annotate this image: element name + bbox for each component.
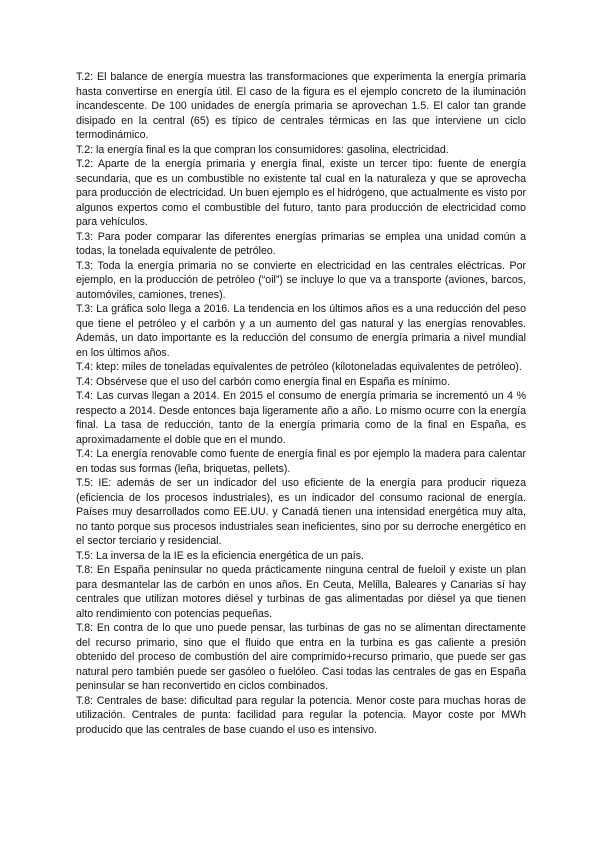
paragraph-t5-inverse: T.5: La inversa de la IE es la eficiencia energética de un país. <box>76 549 364 562</box>
paragraph-t4-curves: T.4: Las curvas llegan a 2014. En 2015 el consumo de energía primaria se incrementó un 4 % respecto a 2014. Desde entonces baja ligeramente año a año. Lo mismo ocurre con la energía final. La tasa de reducción, tanto de la energía primaria como de la final en España, es aproximadamente el doble que en el mundo. <box>76 390 526 446</box>
document-page <box>76 70 526 737</box>
paragraph-t2-secondary-energy: T.2: Aparte de la energía primaria y energía final, existe un tercer tipo: fuente de energía secundaria, que es un combustible no existente tal cual en la naturaleza y que se aprovecha para producción de electricidad. Un buen ejemplo es el hidrógeno, que actualmente es visto por algunos expertos como el combustible del futuro, tanto para producción de electricidad como para vehículos. <box>76 158 526 228</box>
paragraph-t8-gas-turbines: T.8: En contra de lo que uno puede pensar, las turbinas de gas no se alimentan directamente del recurso primario, sino que el fluido que entra en la turbina es gas caliente a presión obtenido del proceso de combustión del aire comprimido+recurso primario, que puede ser gas natural pero también puede ser gasóleo o fuelóleo. Casi todas las centrales de gas en España peninsular se han reconvertido en ciclos combinados. <box>76 622 526 692</box>
paragraph-t2-final-energy: T.2: la energía final es la que compran los consumidores: gasolina, electricidad. <box>76 143 449 156</box>
paragraph-t4-coal: T.4: Obsérvese que el uso del carbón como energía final en España es mínimo. <box>76 375 450 388</box>
paragraph-t3-oil-transport: T.3: Toda la energía primaria no se convierte en electricidad en las centrales eléctricas. Por ejemplo, en la producción de petróleo (“oil”) se incluye lo que va a transporte (aviones, barcos, automóviles, camiones, trenes). <box>76 259 526 301</box>
paragraph-t2-energy-balance: T.2: El balance de energía muestra las transformaciones que experimenta la energía primaria hasta convertirse en energía útil. El caso de la figura es el ejemplo concreto de la iluminación incandescente. De 100 unidades de energía primaria se aprovechan 1.5. El calor tan grande disipado en la central (65) es típico de centrales térmicas en las que interviene un ciclo termodinámico. <box>76 71 526 141</box>
paragraph-t8-base-peak: T.8: Centrales de base: dificultad para regular la potencia. Menor coste para muchas horas de utilización. Centrales de punta: facilidad para regular la potencia. Mayor coste por MWh producido que las centrales de base cuando el uso es intensivo. <box>76 694 526 736</box>
paragraph-t3-trend: T.3: La gráfica solo llega a 2016. La tendencia en los últimos años es a una reducción del peso que tiene el petróleo y el carbón y a un aumento del gas natural y las energías renovables. Además, un dato importante es la reducción del consumo de energía primaria a nivel mundial en los últimos años. <box>76 303 526 359</box>
paragraph-t5-ie: T.5: IE: además de ser un indicador del uso eficiente de la energía para producir riqueza (eficiencia de los procesos industriales), es un indicador del consumo racional de energía. Países muy desarrollados como EE.UU. y Canadá tienen una intensidad energética muy alta, no tanto porque sus procesos industriales sean ineficientes, sino por su derroche energético en el sector terciario y residencial. <box>76 477 526 547</box>
paragraph-t4-ktep: T.4: ktep: miles de toneladas equivalentes de petróleo (kilotoneladas equivalentes de petróleo). <box>76 361 522 373</box>
paragraph-t4-renewable: T.4: La energía renovable como fuente de energía final es por ejemplo la madera para calentar en todas sus formas (leña, briquetas, pellets). <box>76 448 526 475</box>
paragraph-t8-spain: T.8: En España peninsular no queda prácticamente ninguna central de fueloil y existe un plan para desmantelar las de carbón en unos años. En Ceuta, Melilla, Baleares y Canarias sí hay centrales que utilizan motores diésel y turbinas de gas alimentadas por diésel ya que tienen alto rendimiento con potencias pequeñas. <box>76 564 526 620</box>
paragraph-t3-common-unit: T.3: Para poder comparar las diferentes energías primarias se emplea una unidad común a todas, la tonelada equivalente de petróleo. <box>76 230 526 257</box>
